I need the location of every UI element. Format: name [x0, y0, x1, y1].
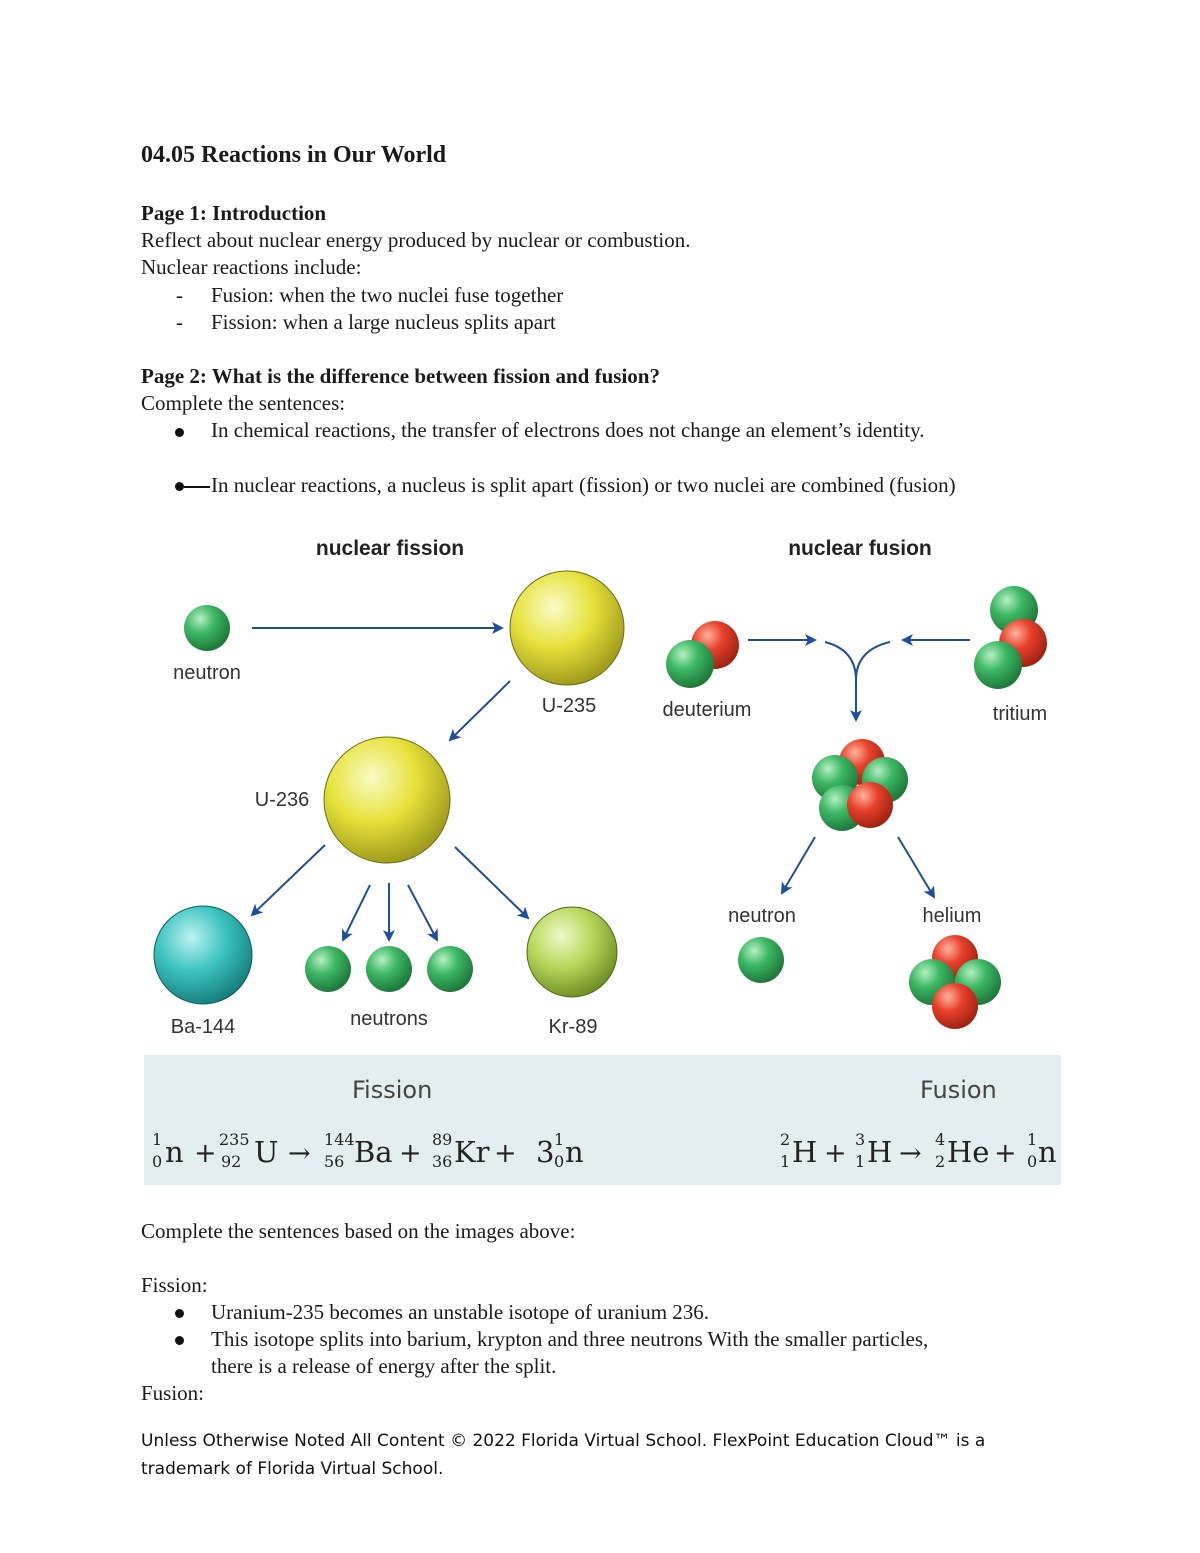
fission-equation-title: Fission — [352, 1076, 433, 1104]
helium-label: helium — [922, 905, 982, 927]
svg-text:H: H — [792, 1135, 818, 1169]
fusion-neutron-label: neutron — [728, 905, 796, 927]
svg-text:1: 1 — [780, 1152, 791, 1171]
ba144-nucleus — [154, 906, 252, 1004]
svg-text:n: n — [165, 1135, 184, 1169]
svg-text:1: 1 — [855, 1152, 866, 1171]
svg-text:0: 0 — [1027, 1152, 1038, 1171]
svg-text:0: 0 — [554, 1152, 565, 1171]
arrow — [450, 681, 510, 740]
arrow — [343, 885, 370, 940]
svg-text:4: 4 — [935, 1130, 946, 1149]
neutron-particle — [184, 605, 230, 651]
tritium-label: tritium — [992, 703, 1048, 725]
page1-heading: Page 1: Introduction — [141, 201, 327, 225]
arrow — [825, 642, 856, 720]
svg-text:He: He — [947, 1135, 990, 1169]
list-item: In chemical reactions, the transfer of electrons does not change an element’s identity. — [211, 418, 925, 442]
svg-text:2: 2 — [780, 1130, 791, 1149]
fission-equation — [152, 1130, 584, 1171]
svg-text:Kr: Kr — [454, 1135, 490, 1169]
neutron-particle — [427, 946, 473, 992]
arrow — [898, 837, 934, 897]
svg-text:+: + — [494, 1138, 517, 1169]
ba144-label: Ba-144 — [170, 1016, 236, 1038]
list-item: In nuclear reactions, a nucleus is split apart (fission) or two nuclei are combined (fusion) — [211, 473, 956, 497]
arrow — [782, 837, 815, 893]
neutron-particle — [738, 937, 784, 983]
page1-line1: Reflect about nuclear energy produced by nuclear or combustion. — [141, 228, 691, 252]
neutron-particle — [366, 946, 412, 992]
equations-svg — [144, 1120, 1061, 1180]
svg-text:36: 36 — [432, 1152, 453, 1171]
svg-text:1: 1 — [152, 1130, 163, 1149]
footer-line2: trademark of Florida Virtual School. — [141, 1459, 444, 1479]
svg-text:235: 235 — [219, 1130, 250, 1149]
svg-text:→: → — [899, 1138, 922, 1169]
list-item: This isotope splits into barium, krypton and three neutrons With the smaller particles, — [211, 1327, 929, 1351]
footer-line1: Unless Otherwise Noted All Content © 2022 Florida Virtual School. FlexPoint Education Cloud™ is a — [141, 1431, 986, 1451]
kr89-label: Kr-89 — [548, 1016, 598, 1038]
bullet-marker — [175, 482, 184, 491]
svg-text:0: 0 — [152, 1152, 163, 1171]
document-title: 04.05 Reactions in Our World — [141, 142, 447, 168]
svg-text:n: n — [565, 1135, 584, 1169]
fission-section-label: Fission: — [141, 1273, 208, 1297]
fission-title: nuclear fission — [315, 537, 465, 560]
list-item: Uranium-235 becomes an unstable isotope of uranium 236. — [211, 1300, 710, 1324]
svg-text:n: n — [1038, 1135, 1057, 1169]
svg-text:U: U — [254, 1135, 279, 1169]
dash-marker: - — [176, 310, 183, 334]
svg-text:+: + — [824, 1138, 847, 1169]
fusion-equation-title: Fusion — [920, 1076, 997, 1104]
tritium-nucleus — [974, 586, 1047, 689]
fusion-title: nuclear fusion — [788, 537, 932, 560]
svg-text:92: 92 — [221, 1152, 242, 1171]
dash-marker: - — [176, 283, 183, 307]
svg-text:1: 1 — [1027, 1130, 1038, 1149]
svg-text:2: 2 — [935, 1152, 946, 1171]
bullet-marker — [175, 428, 184, 437]
u235-label: U-235 — [541, 695, 597, 717]
svg-text:→: → — [288, 1138, 311, 1169]
neutron-particle — [305, 946, 351, 992]
svg-text:89: 89 — [432, 1130, 453, 1149]
u235-nucleus — [510, 571, 624, 685]
svg-text:H: H — [867, 1135, 893, 1169]
neutrons-label: neutrons — [350, 1008, 428, 1030]
svg-text:3: 3 — [536, 1135, 555, 1169]
bullet-line — [184, 486, 210, 488]
fusion-section-label: Fusion: — [141, 1381, 205, 1405]
arrow — [856, 642, 890, 680]
svg-text:+: + — [194, 1138, 217, 1169]
helium-nucleus — [909, 935, 1001, 1029]
combined-nucleus — [812, 739, 908, 831]
deuterium-label: deuterium — [662, 699, 752, 721]
list-item-continuation: there is a release of energy after the split. — [211, 1354, 557, 1378]
svg-text:144: 144 — [324, 1130, 355, 1149]
fusion-equation — [780, 1130, 1057, 1171]
kr89-nucleus — [527, 907, 617, 997]
arrow — [252, 845, 325, 915]
page2-prompt: Complete the sentences: — [141, 391, 346, 415]
arrow — [455, 847, 528, 918]
deuterium-nucleus — [666, 621, 739, 688]
svg-text:+: + — [994, 1138, 1017, 1169]
svg-text:3: 3 — [855, 1130, 866, 1149]
bullet-marker — [175, 1336, 184, 1345]
after-prompt: Complete the sentences based on the images above: — [141, 1219, 576, 1243]
svg-text:+: + — [399, 1138, 422, 1169]
u236-nucleus — [324, 737, 450, 863]
list-item: Fusion: when the two nuclei fuse together — [211, 283, 564, 307]
bullet-marker — [175, 1309, 184, 1318]
arrow — [408, 885, 437, 940]
page2-heading: Page 2: What is the difference between fission and fusion? — [141, 364, 660, 388]
svg-text:56: 56 — [324, 1152, 345, 1171]
list-item: Fission: when a large nucleus splits apart — [211, 310, 556, 334]
page1-line2: Nuclear reactions include: — [141, 255, 362, 279]
neutron-label: neutron — [173, 662, 241, 684]
svg-text:Ba: Ba — [354, 1135, 393, 1169]
svg-text:1: 1 — [554, 1130, 565, 1149]
u236-label: U-236 — [254, 789, 310, 811]
